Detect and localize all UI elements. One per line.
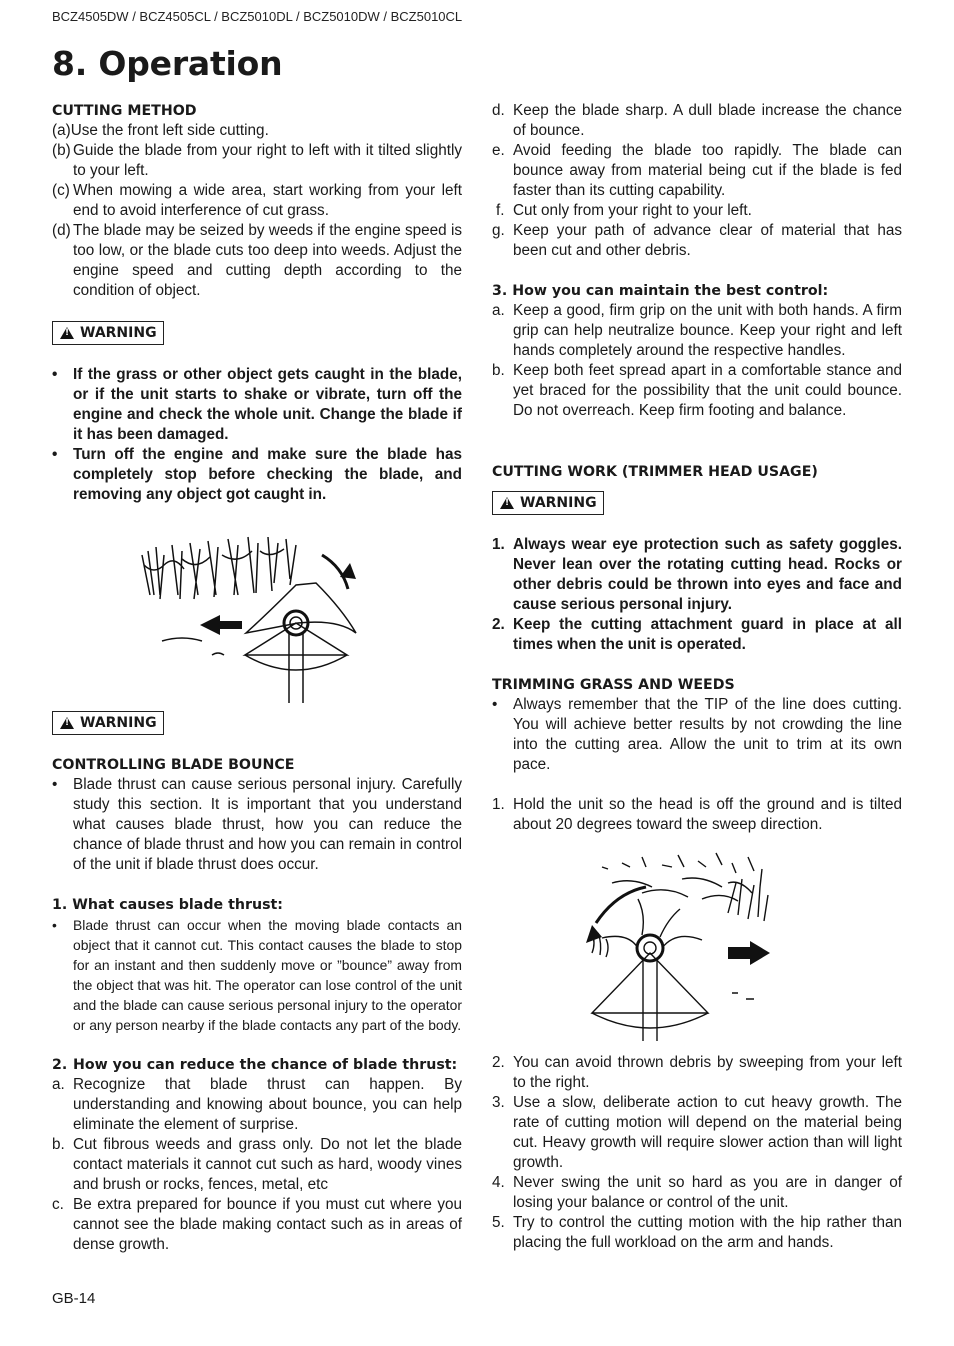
list-item [52, 141, 462, 181]
list-item [52, 775, 462, 875]
item-text: Avoid feeding the blade too rapidly. The blade can bounce away from material being cut if the blade is fed faster than its cutting capability. [513, 142, 902, 199]
list-item [52, 1075, 462, 1135]
item-label: 5. [492, 1214, 505, 1231]
item-label: b. [492, 362, 505, 379]
item-text: If the grass or other object gets caught in the blade, or if the unit starts to shake or vibrate, turn off the engine and check the whole unit. Change the blade if it has been damaged. [73, 366, 462, 443]
item-label: (c) [52, 182, 70, 199]
item-label: 2. [492, 616, 505, 633]
what-causes-heading: 1. What causes blade thrust: [52, 897, 283, 913]
item-label: a. [492, 302, 505, 319]
trimming-heading: TRIMMING GRASS AND WEEDS [492, 677, 735, 693]
item-text: Recognize that blade thrust can happen. By understanding and knowing about bounce, you can help eliminate the element of surprise. [73, 1076, 462, 1133]
left-column [52, 101, 462, 1255]
item-label: (b) [52, 142, 71, 159]
item-text: Never swing the unit so hard as you are in danger of losing your balance or control of the unit. [513, 1174, 902, 1211]
list-item [52, 181, 462, 221]
item-text: Cut fibrous weeds and grass only. Do not let the blade contact materials it cannot cut such as hard, woody vines and brush or rocks, fences, metal, etc [73, 1136, 462, 1193]
item-text: Keep the blade sharp. A dull blade increase the chance of bounce. [513, 102, 902, 139]
warning-badge [52, 711, 164, 735]
item-text: Blade thrust can occur when the moving blade contacts an object that it cannot cut. This contact causes the blade to stop for an instant and then suddenly move or ”bounce” away from the object that was hit. The operator can lose control of the unit and the blade can cause serious personal injury to the operator or any person nearby if the blade contacts any part of the body. [73, 917, 462, 1033]
item-label: a. [52, 1076, 65, 1093]
warning-label: WARNING [520, 495, 597, 511]
item-text: When mowing a wide area, start working from your left end to avoid interference of cut grass. [73, 182, 462, 219]
item-text: Cut only from your right to your left. [513, 202, 752, 219]
list-item [492, 201, 902, 221]
list-item [492, 1213, 902, 1253]
list-item [492, 361, 902, 421]
arrow-left-icon [200, 615, 242, 635]
arrow-right-icon [728, 941, 770, 965]
trimmer-sweep-illustration [492, 843, 902, 1043]
list-item [492, 1053, 902, 1093]
list-item [492, 141, 902, 201]
item-label: 3. [492, 1094, 505, 1111]
item-text: Keep the cutting attachment guard in place at all times when the unit is operated. [513, 616, 902, 653]
list-item [52, 121, 462, 141]
list-item [492, 101, 902, 141]
list-item [52, 221, 462, 301]
heading-text: How you can reduce the chance of blade thrust: [73, 1057, 458, 1073]
item-text: You can avoid thrown debris by sweeping from your left to the right. [513, 1054, 902, 1091]
bullet: • [52, 776, 58, 793]
item-label: f. [496, 202, 505, 219]
list-item [492, 535, 902, 615]
item-text: The blade may be seized by weeds if the engine speed is too low, or the blade cuts too deep into weeds. Adjust the engine speed and cutting depth according to the condition of object. [73, 222, 462, 299]
list-item [52, 365, 462, 445]
warning-label: WARNING [80, 715, 157, 731]
bullet: • [492, 696, 498, 713]
warning-triangle-icon [500, 497, 514, 509]
item-text: Blade thrust can cause serious personal injury. Carefully study this section. It is important that you understand what causes blade thrust, how you can reduce the chance of blade thrust and how you can remain in control of the unit if blade thrust does occur. [73, 776, 462, 873]
warning-badge [492, 491, 604, 515]
warning-badge [52, 321, 164, 345]
list-item [492, 615, 902, 655]
item-text: Keep your path of advance clear of material that has been cut and other debris. [513, 222, 902, 259]
item-label: 2. [492, 1054, 505, 1071]
page-number: GB-14 [52, 1290, 96, 1307]
cutting-method-a: (a)Use the front left side cutting. [52, 122, 269, 139]
right-column [492, 101, 902, 1253]
list-item [492, 795, 902, 835]
heading-number: 2. [52, 1057, 68, 1073]
trimmer-work-heading: CUTTING WORK (TRIMMER HEAD USAGE) [492, 464, 818, 480]
list-item [492, 301, 902, 361]
item-label: e. [492, 142, 505, 159]
blade-cutting-illustration [52, 515, 462, 705]
item-label: b. [52, 1136, 65, 1153]
control-heading: 3. How you can maintain the best control: [492, 283, 829, 299]
list-item [492, 1173, 902, 1213]
blade-bounce-heading: CONTROLLING BLADE BOUNCE [52, 757, 295, 773]
item-label: (d) [52, 222, 71, 239]
list-item [492, 695, 902, 775]
item-text: Keep both feet spread apart in a comfortable stance and yet braced for the possibility that the unit could bounce. Do not overreach. Keep firm footing and balance. [513, 362, 902, 419]
list-item [52, 1195, 462, 1255]
item-label: 1. [492, 536, 505, 553]
item-label: 1. [492, 796, 505, 813]
item-label: g. [492, 222, 505, 239]
item-text: Guide the blade from your right to left with it tilted slightly to your left. [73, 142, 462, 179]
warning-triangle-icon [60, 327, 74, 339]
item-text: Keep a good, firm grip on the unit with both hands. A firm grip can help neutralize bounce. Keep your right and left hands completely around the respective handles. [513, 302, 902, 359]
item-label: d. [492, 102, 505, 119]
list-item [492, 221, 902, 261]
item-text: Try to control the cutting motion with the hip rather than placing the full workload on the arm and hands. [513, 1214, 902, 1251]
item-label: c. [52, 1196, 64, 1213]
warning-triangle-icon [60, 717, 74, 729]
item-label: 4. [492, 1174, 505, 1191]
item-text: Hold the unit so the head is off the ground and is tilted about 20 degrees toward the sweep direction. [513, 796, 902, 833]
bullet: • [52, 917, 57, 933]
bullet: • [52, 366, 58, 383]
model-header: BCZ4505DW / BCZ4505CL / BCZ5010DL / BCZ5010DW / BCZ5010CL [52, 9, 463, 24]
list-item [52, 915, 462, 1035]
item-text: Always wear eye protection such as safety goggles. Never lean over the rotating cutting head. Rocks or other debris could be thrown into eyes and face and cause serious personal injury. [513, 536, 902, 613]
list-item [52, 445, 462, 505]
list-item [52, 1135, 462, 1195]
item-text: Use a slow, deliberate action to cut heavy growth. The rate of cutting motion will depend on the material being cut. Heavy growth will require slower action than will light growth. [513, 1094, 902, 1171]
item-text: Be extra prepared for bounce if you must cut where you cannot see the blade making contact such as in areas of dense growth. [73, 1196, 462, 1253]
page-title: 8. Operation [52, 44, 283, 83]
cutting-method-heading: CUTTING METHOD [52, 103, 197, 119]
list-item [492, 1093, 902, 1173]
reduce-heading [52, 1055, 462, 1075]
bullet: • [52, 446, 58, 463]
item-text: Always remember that the TIP of the line does cutting. You will achieve better results by not crowding the line into the cutting area. Allow the unit to trim at its own pace. [513, 696, 902, 773]
warning-label: WARNING [80, 325, 157, 341]
item-text: Turn off the engine and make sure the blade has completely stop before checking the blade, and removing any object got caught in. [73, 446, 462, 503]
